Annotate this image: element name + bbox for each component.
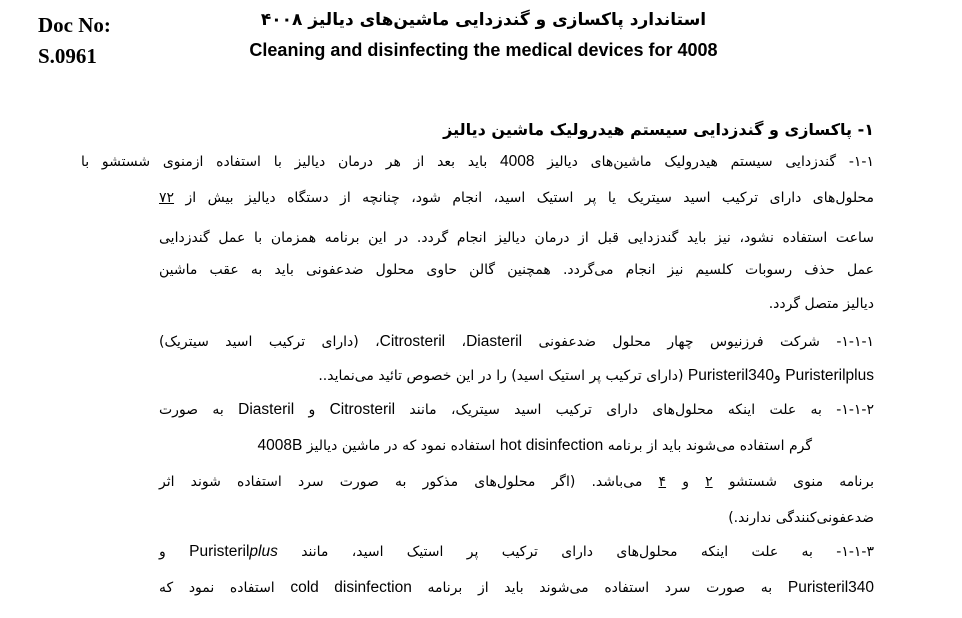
doc-no-label: Doc No:	[38, 13, 111, 37]
item-number: ۱-۱-۳-	[836, 544, 875, 560]
paragraph-line: برنامه منوی شستشو ۲ و ۴ می‌باشد. (اگر محلول‌های مذکور به صورت سرد استفاده شوند اثر	[159, 474, 875, 490]
paragraph-line: گرم استفاده می‌شوند باید از برنامه hot disinfection استفاده نمود که در ماشین دیالیز 4008B	[257, 437, 812, 454]
paragraph-line: ساعت استفاده نشود، نیز باید گندزدایی قبل از درمان دیالیز انجام گردد. در این برنامه همزمان با عمل گندزدایی	[159, 230, 874, 246]
paragraph-line: محلول‌های دارای ترکیب اسید سیتریک یا پر استیک اسید، انجام شود، چنانچه از دستگاه دیالیز بیش از ۷۲	[159, 190, 874, 206]
paragraph-line: ضدعفونی‌کنندگی ندارند.)	[728, 510, 874, 526]
section-heading: ۱- پاکسازی و گندزدایی سیستم هیدرولیک ماشین دیالیز	[443, 120, 874, 139]
document-title-persian: استاندارد پاکسازی و گندزدایی ماشین‌های دیالیز ۴۰۰۸	[260, 10, 707, 30]
paragraph-line: دیالیز متصل گردد.	[768, 296, 874, 312]
paragraph-line: ۱-۱-۱- شرکت فرزنیوس چهار محلول ضدعفونی Diasteril، Citrosteril، (دارای ترکیب اسید سیتریک)	[159, 333, 875, 350]
document-title-english: Cleaning and disinfecting the medical devices for 4008	[249, 40, 718, 60]
doc-no-value: S.0961	[38, 44, 97, 68]
paragraph-line: ۱-۱- گندزدایی سیستم هیدرولیک ماشین‌های دیالیز 4008 باید بعد از هر درمان دیالیز با استفاده ازمنوی شستشو با	[81, 153, 874, 170]
paragraph-line: ۱-۱-۳- به علت اینکه محلول‌های دارای ترکیب پر استیک اسید، مانند Puristerilplus و	[159, 543, 875, 560]
item-number: ۱-۱-۲-	[836, 402, 875, 418]
paragraph-line: ۱-۱-۲- به علت اینکه محلول‌های دارای ترکیب اسید سیتریک، مانند Citrosteril و Diasteril به صورت	[159, 401, 875, 418]
item-number: ۱-۱-	[848, 154, 874, 170]
item-number: ۱-۱-۱-	[836, 334, 875, 350]
paragraph-line: عمل حذف رسوبات کلسیم نیز انجام می‌گردد. همچنین گالن حاوی محلول ضدعفونی باید به عقب ماشین	[159, 262, 874, 278]
doc-number-block	[38, 10, 111, 72]
paragraph-line: Puristerilplus وPuristeril340 (دارای ترکیب پر استیک اسید) را در این خصوص تائید می‌نماید..	[318, 367, 874, 384]
paragraph-line: Puristeril340 به صورت سرد استفاده می‌شوند باید از برنامه cold disinfection استفاده نمود که	[159, 579, 875, 596]
